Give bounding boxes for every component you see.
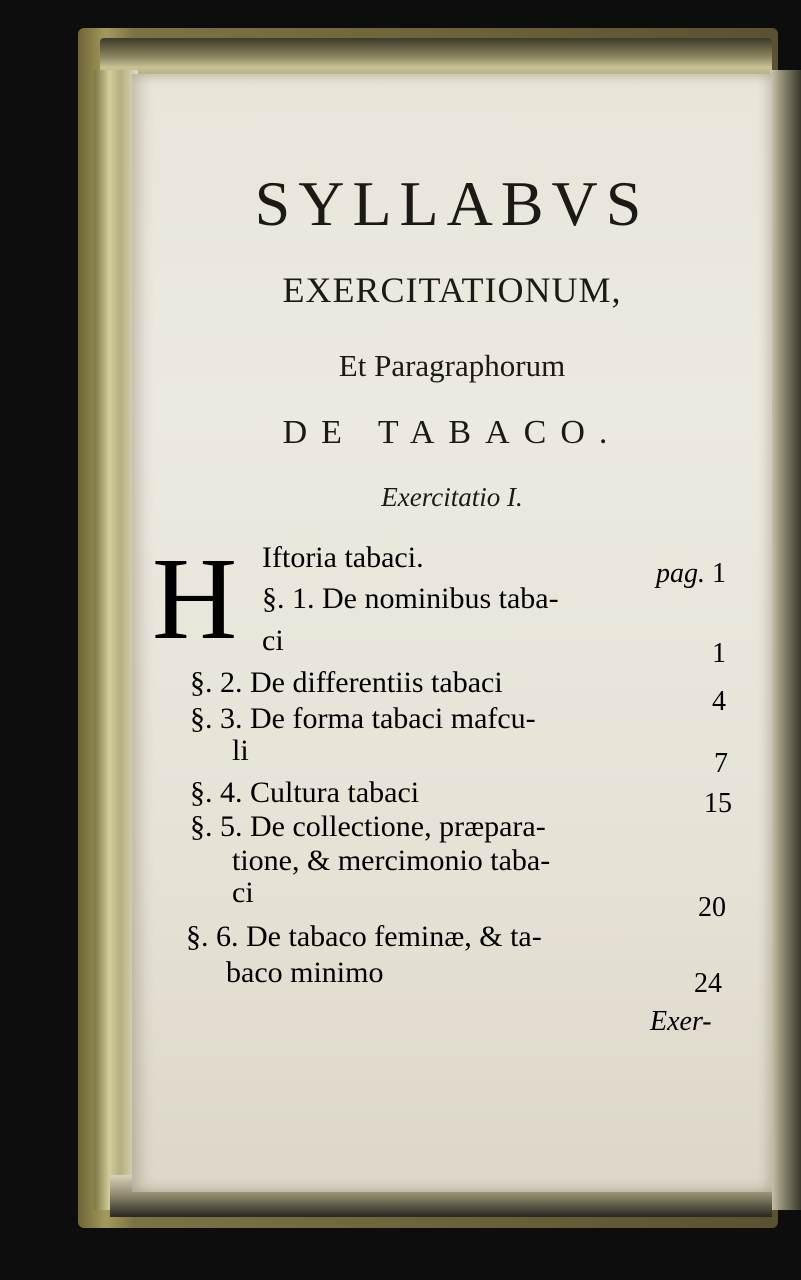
title-syllabus: SYLLABVS <box>254 168 650 239</box>
title-exercitationum: EXERCITATIONUM, <box>282 270 622 310</box>
toc-entry-feminae: §. 6. De tabaco feminæ, & ta- <box>186 920 542 953</box>
toc-page-differentiis: 4 <box>712 686 726 717</box>
toc-page-feminae: 24 <box>694 968 722 999</box>
pag-label: pag. <box>656 558 705 589</box>
toc-entry-collectione: §. 5. De collectione, præpara- <box>190 810 546 843</box>
toc-entry-forma-cont: li <box>232 734 249 767</box>
toc-page-forma: 7 <box>714 748 728 779</box>
page-number: 1 <box>712 558 726 589</box>
catchword: Exer- <box>650 1006 712 1037</box>
toc-entry-historia: Iftoria tabaci. <box>262 541 424 574</box>
toc-page-cultura: 15 <box>704 788 732 819</box>
toc-entry-collectione-cont2: ci <box>232 876 254 909</box>
book-fore-edge <box>770 70 801 1210</box>
toc-page-historia <box>656 560 726 588</box>
toc-entry-collectione-cont1: tione, & mercimonio taba- <box>232 844 551 877</box>
toc-entry-forma: §. 3. De forma tabaci mafcu- <box>190 702 536 735</box>
toc-entry-nominibus: §. 1. De nominibus taba- <box>262 582 559 615</box>
toc-page-collectione: 20 <box>698 892 726 923</box>
section-heading: Exercitatio I. <box>381 482 523 512</box>
toc-entry-nominibus-cont: ci <box>262 624 284 657</box>
drop-cap-initial: H <box>152 533 238 664</box>
title-de-tabaco: DE TABACO. <box>282 414 622 451</box>
toc-entry-cultura: §. 4. Cultura tabaci <box>190 776 420 809</box>
title-paragraphorum: Et Paragraphorum <box>338 348 566 383</box>
toc-entry-feminae-cont: baco minimo <box>226 956 384 989</box>
toc-page-nominibus: 1 <box>712 638 726 669</box>
toc-entry-differentiis: §. 2. De differentiis tabaci <box>190 666 503 699</box>
